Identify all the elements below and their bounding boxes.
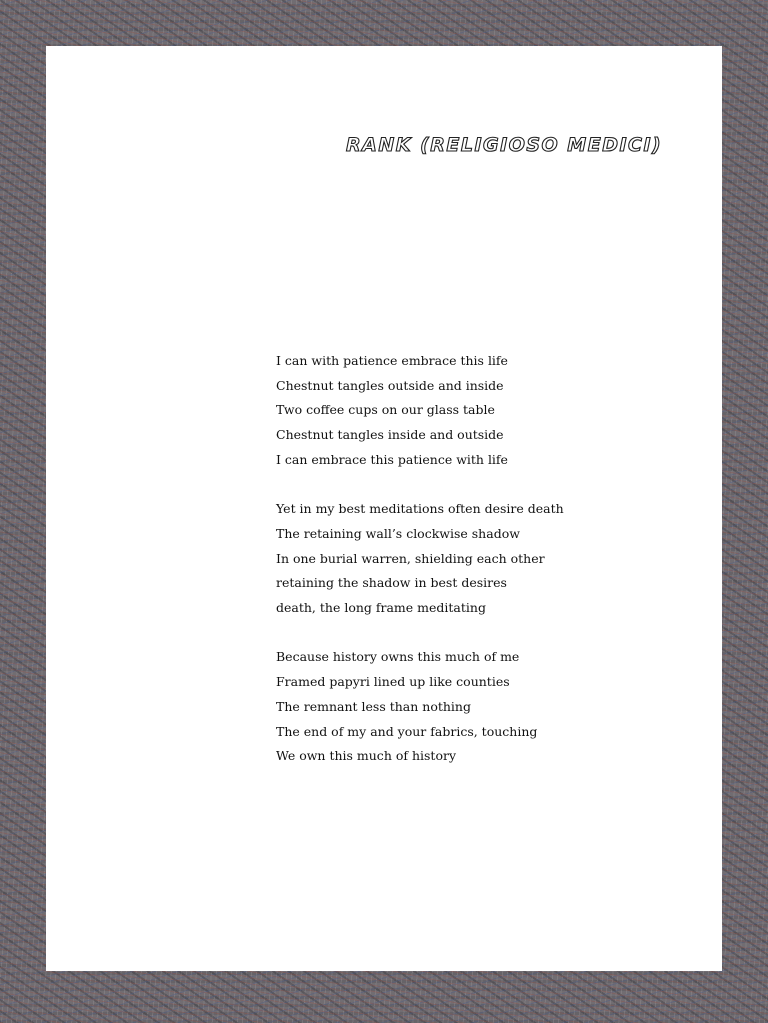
poem-title: RANK (RELIGIOSO MEDICI) bbox=[346, 134, 663, 156]
poem-line: death, the long frame meditating bbox=[276, 600, 486, 616]
poem-line: retaining the shadow in best desires bbox=[276, 575, 507, 591]
poem-line: The end of my and your fabrics, touching bbox=[276, 723, 538, 739]
poem-line: The remnant less than nothing bbox=[276, 698, 471, 714]
stanza-1 bbox=[276, 349, 696, 473]
poem-line: The retaining wall’s clockwise shadow bbox=[276, 525, 520, 541]
poem-line: Framed papyri lined up like counties bbox=[276, 674, 510, 690]
poem-line: Because history owns this much of me bbox=[276, 649, 520, 665]
poem-line: Two coffee cups on our glass table bbox=[276, 402, 495, 418]
poem-body bbox=[276, 349, 696, 794]
poem-line: I can embrace this patience with life bbox=[276, 451, 508, 467]
poem-line: Yet in my best meditations often desire death bbox=[276, 501, 564, 517]
poem-line: In one burial warren, shielding each other bbox=[276, 550, 545, 566]
poem-line: I can with patience embrace this life bbox=[276, 353, 508, 368]
document-page bbox=[46, 46, 722, 971]
stanza-2 bbox=[276, 497, 696, 621]
poem-line: We own this much of history bbox=[276, 748, 457, 764]
poem-line: Chestnut tangles outside and inside bbox=[276, 377, 504, 393]
poem-line: Chestnut tangles inside and outside bbox=[276, 427, 504, 443]
stanza-3 bbox=[276, 645, 696, 769]
